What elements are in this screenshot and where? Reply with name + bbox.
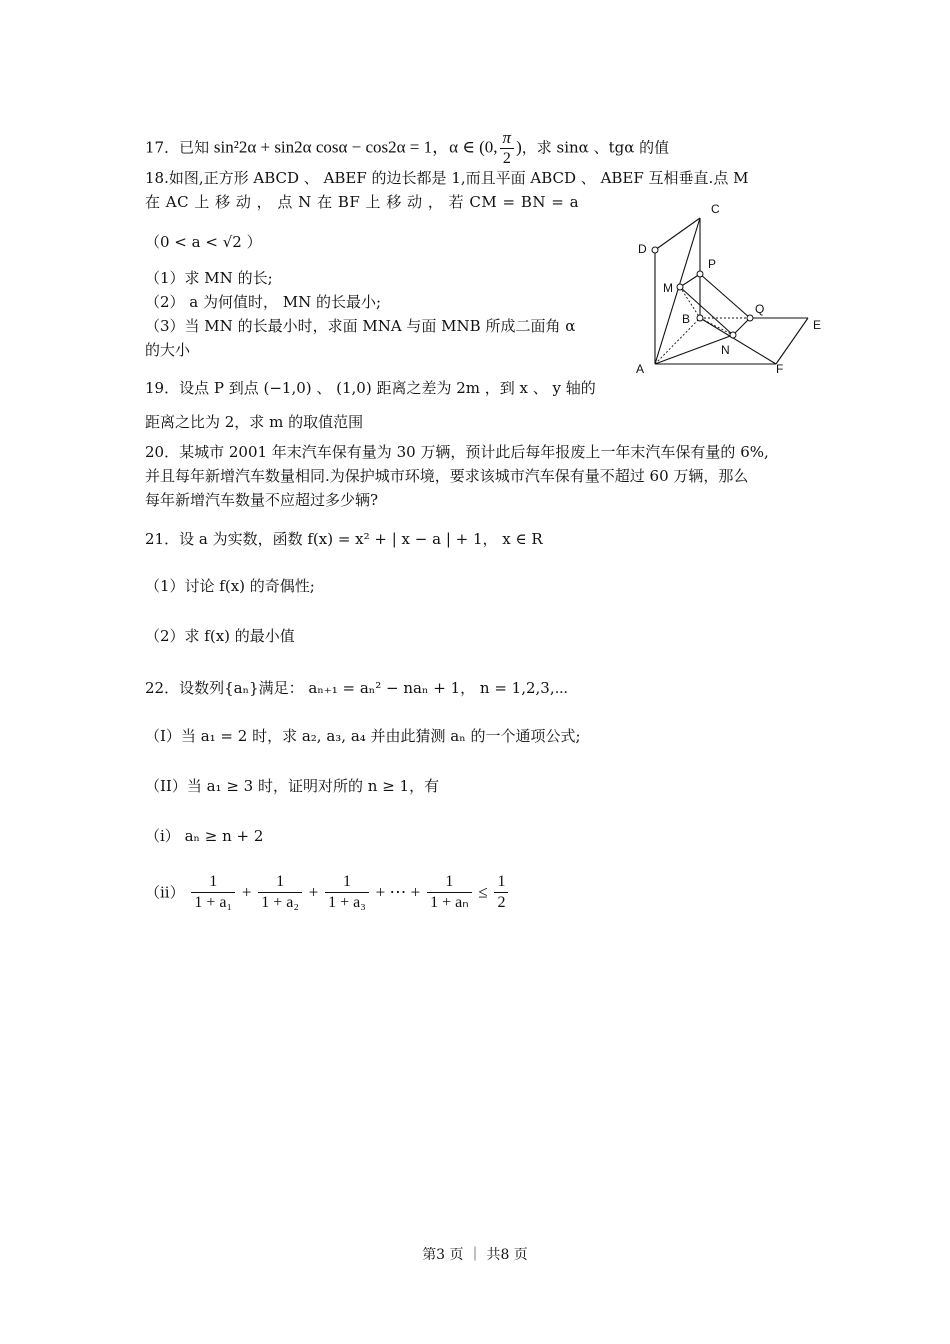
q18-line1: 18.如图,正方形 ABCD 、 ABEF 的边长都是 1,而且平面 ABCD 、 ABEF 互相垂直.点 M <box>145 169 749 187</box>
segment-NQ <box>733 318 750 335</box>
label-A: A <box>636 362 645 376</box>
point-P <box>697 271 703 277</box>
q22-line1: 22．设数列{aₙ}满足： aₙ₊₁ = aₙ² − naₙ + 1， n = 1,2,3,⋯ <box>145 679 569 697</box>
point-D <box>652 247 658 253</box>
frac-num: 1 <box>494 872 508 893</box>
plus-sign: + <box>308 882 319 902</box>
edge-BF <box>700 318 776 364</box>
label-Q: Q <box>755 302 765 316</box>
frac-num: 1 <box>191 872 235 893</box>
q18-part3: （3）当 MN 的长最小时，求面 MNA 与面 MNB 所成二面角 α <box>145 317 576 335</box>
segment-MN <box>680 287 733 335</box>
frac-num: 1 <box>258 872 302 893</box>
q17-ask: ，求 sinα 、tgα 的值 <box>521 138 670 157</box>
q21-part2: （2）求 f(x) 的最小值 <box>145 627 295 645</box>
point-B <box>697 315 703 321</box>
q22-part-ii <box>145 872 510 913</box>
frac-den: 2 <box>497 894 506 911</box>
le-sign: ≤ <box>478 882 488 902</box>
frac-num: 1 <box>427 872 472 893</box>
fraction-3 <box>325 872 369 913</box>
label-F: F <box>776 362 784 376</box>
part-ii-label: （ii） <box>145 883 185 902</box>
diagonal-AC <box>655 218 700 364</box>
q18-line2: 在 AC 上 移 动 ， 点 N 在 BF 上 移 动 ， 若 CM = BN = a <box>145 193 580 211</box>
label-D: D <box>638 242 647 256</box>
label-M: M <box>663 281 673 295</box>
frac-den: 1 + a₃ <box>328 894 366 911</box>
page-footer: 第3 页 ｜ 共8 页 <box>422 1247 528 1263</box>
label-P: P <box>708 257 717 271</box>
q17-line <box>145 128 669 169</box>
label-E: E <box>813 318 822 332</box>
q18-part1: （1）求 MN 的长; <box>145 269 273 287</box>
plus-sign: + <box>241 882 252 902</box>
q19-line1: 19．设点 P 到点 (−1,0) 、 (1,0) 距离之差为 2m ，到 x 、 y 轴的 <box>145 379 596 397</box>
q20-line2: 并且每年新增汽车数量相同.为保护城市环境，要求该城市汽车保有量不超过 60 万辆，那么 <box>145 467 749 485</box>
segment-MP <box>680 274 700 287</box>
fraction-1 <box>191 872 235 913</box>
q21-line1: 21．设 a 为实数，函数 f(x) = x² + | x − a | + 1， x ∈ R <box>145 530 543 548</box>
frac-num: π <box>500 128 515 149</box>
q22-part-i: （i） aₙ ≥ n + 2 <box>145 827 264 845</box>
q17-number: 17． <box>145 138 180 157</box>
fraction-n <box>427 872 472 913</box>
edge-DC <box>655 218 700 250</box>
q17-equation: sin²2α + sin2α cosα − cos2α = 1 <box>213 137 433 157</box>
label-C: C <box>711 202 720 216</box>
q21-part1: （1）讨论 f(x) 的奇偶性; <box>145 577 315 595</box>
point-Q <box>747 315 753 321</box>
frac-num: 1 <box>325 872 369 893</box>
q22-part1: （I）当 a₁ = 2 时，求 a₂, a₃, a₄ 并由此猜测 aₙ 的一个通项公式; <box>145 727 581 745</box>
q18-condition: （0 < a < √2 ） <box>145 233 262 251</box>
q17-condition: ，α ∈ (0, <box>432 137 498 157</box>
ellipsis-sum: + ⋯ + <box>375 882 421 902</box>
q22-part2: （II）当 a₁ ≥ 3 时，证明对所的 n ≥ 1，有 <box>145 777 440 795</box>
q19-line2: 距离之比为 2，求 m 的取值范围 <box>145 413 364 431</box>
geometry-figure <box>628 196 828 376</box>
frac-den: 1 + a₁ <box>194 894 233 911</box>
q20-line1: 20．某城市 2001 年末汽车保有量为 30 万辆，预计此后每年报废上一年末汽车保有量的 6%, <box>145 443 769 461</box>
frac-den: 1 + aₙ <box>430 894 469 911</box>
q17-condition-close: ) <box>516 137 522 157</box>
point-M <box>677 284 683 290</box>
edge-FE <box>776 318 808 364</box>
frac-den: 1 + a₂ <box>261 894 299 911</box>
label-B: B <box>682 312 691 326</box>
q20-line3: 每年新增汽车数量不应超过多少辆? <box>145 491 379 509</box>
q18-part3-end: 的大小 <box>145 341 191 359</box>
pi-over-2-fraction <box>500 128 515 169</box>
q17-pre: 已知 <box>179 138 210 157</box>
label-N: N <box>721 343 730 357</box>
fraction-half <box>494 872 508 913</box>
point-N <box>730 332 736 338</box>
q18-part2: （2） a 为何值时， MN 的长最小; <box>145 293 382 311</box>
fraction-2 <box>258 872 302 913</box>
frac-den: 2 <box>502 150 511 167</box>
